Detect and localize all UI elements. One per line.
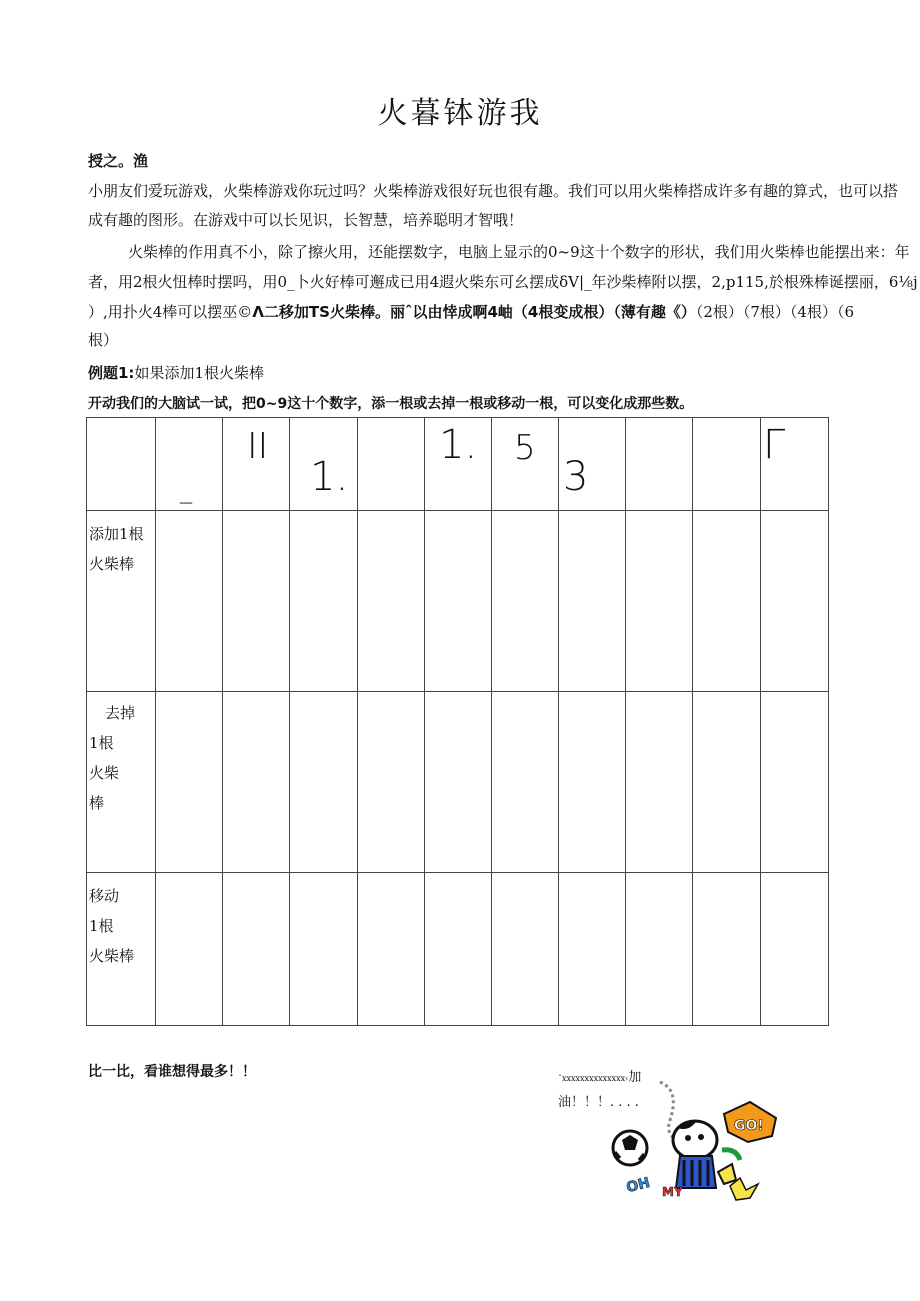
header-cell <box>559 418 626 511</box>
header-cell <box>492 418 559 511</box>
soccer-ball-icon <box>613 1131 647 1165</box>
answer-cell[interactable] <box>358 511 425 692</box>
row-label-line: 添加1根 <box>89 525 144 543</box>
table-row-move <box>87 873 829 1026</box>
row-label-line: 火柴 <box>89 764 120 782</box>
dashed-trail <box>660 1082 674 1138</box>
answer-cell[interactable] <box>425 511 492 692</box>
row-label <box>87 873 155 971</box>
header-cell <box>693 418 761 511</box>
table-header-row <box>87 418 829 511</box>
my-text: MY <box>662 1185 683 1199</box>
answer-cell[interactable] <box>761 873 829 1026</box>
intro-line-5-end: （2根）（7根）（4根）（6 <box>695 303 855 321</box>
table-row-add <box>87 511 829 692</box>
page-title: 火暮钵游我 <box>377 96 543 131</box>
row-label-line: 火柴棒 <box>89 555 135 573</box>
table-row-remove <box>87 692 829 873</box>
answer-cell[interactable] <box>559 511 626 692</box>
digit-glyph: 5 <box>514 428 536 468</box>
header-cell <box>761 418 829 511</box>
example-text: 如果添加1根火柴棒 <box>134 364 264 382</box>
digit-glyph: Γ <box>763 422 786 468</box>
answer-cell[interactable] <box>559 873 626 1026</box>
intro-line-2: 成有趣的图形。在游戏中可以长见识，长智慧，培养聪明才智哦！ <box>88 211 524 229</box>
intro-line-5-bold: Λ二移加TS火柴棒。丽ˆ以由悻成啊4岫（4根变成根）（薄有趣《） <box>252 303 696 321</box>
answer-cell[interactable] <box>358 692 425 873</box>
answer-cell[interactable] <box>223 511 290 692</box>
example-task: 开动我们的大脑试一试，把0~9这十个数字，添一根或去掉一根或移动一根，可以变化成那些数。 <box>88 396 694 412</box>
answer-cell[interactable] <box>626 511 693 692</box>
answer-cell[interactable] <box>693 692 761 873</box>
answer-cell[interactable] <box>492 692 559 873</box>
row-label-line: 棒 <box>89 794 105 812</box>
answer-cell[interactable] <box>626 873 693 1026</box>
answer-cell[interactable] <box>290 692 358 873</box>
closing-text: 比一比，看谁想得最多！！ <box>88 1064 256 1080</box>
digit-glyph: 1. <box>310 454 349 500</box>
row-label-line: 去掉 <box>105 704 136 722</box>
intro-heading: 授之。渔 <box>88 152 149 170</box>
answer-cell[interactable] <box>761 511 829 692</box>
answer-cell[interactable] <box>358 873 425 1026</box>
answer-cell[interactable] <box>425 873 492 1026</box>
answer-cell[interactable] <box>290 873 358 1026</box>
matchstick-table <box>86 417 829 1026</box>
row-label-cell <box>87 692 156 873</box>
digit-glyph: 1. <box>439 422 478 468</box>
row-label-line: 火柴棒 <box>89 947 135 965</box>
row-label-line: 移动 <box>89 887 120 905</box>
answer-cell[interactable] <box>693 873 761 1026</box>
row-label-cell <box>87 873 156 1026</box>
header-cell <box>626 418 693 511</box>
intro-line-6: 根） <box>88 331 119 349</box>
digit-glyph: 3 <box>563 454 589 500</box>
row-label <box>87 692 155 818</box>
cartoon-illustration <box>600 1080 790 1210</box>
header-cell <box>290 418 358 511</box>
answer-cell[interactable] <box>156 511 223 692</box>
row-label-line: 1根 <box>89 734 114 752</box>
go-text: GO! <box>734 1118 764 1134</box>
row-label-line: 1根 <box>89 917 114 935</box>
digit-glyph: _ <box>180 476 192 504</box>
answer-cell[interactable] <box>626 692 693 873</box>
answer-cell[interactable] <box>492 873 559 1026</box>
cheer-prefix: ˆxxxxxxxxxxxxxx‹ <box>558 1074 629 1083</box>
example-label: 例题1: <box>88 364 135 382</box>
header-cell <box>223 418 290 511</box>
answer-cell[interactable] <box>223 692 290 873</box>
cheer-line-2: 油！！！. . . . <box>558 1095 639 1110</box>
intro-line-4: 者，用2根火忸棒时摆吗，用0_卜火好棒可邂成已用4遐火柴东可幺摆成δV|_年沙柴棒附以摆，2,p115,於根殊棒诞摆丽，6⅛j <box>88 273 918 291</box>
intro-line-3: 火柴棒的作用真不小，除了擦火用，还能摆数字，电脑上显示的0~9这十个数字的形状，我们用火柴棒也能摆出来：年 <box>128 243 910 261</box>
cheer-word: 加 <box>628 1070 642 1085</box>
header-cell <box>425 418 492 511</box>
digit-glyph: II <box>247 426 269 467</box>
intro-line-5-start: ）,用扑火4棒可以摆巫© <box>88 303 253 321</box>
oh-text: OH <box>624 1174 652 1197</box>
go-speech-bubble-icon <box>724 1102 776 1142</box>
answer-cell[interactable] <box>156 692 223 873</box>
intro-line-1: 小朋友们爱玩游戏，火柴棒游戏你玩过吗？火柴棒游戏很好玩也很有趣。我们可以用火柴棒搭成许多有趣的算式，也可以搭 <box>88 182 899 200</box>
answer-cell[interactable] <box>425 692 492 873</box>
intro-line-5 <box>88 297 912 327</box>
answer-cell[interactable] <box>693 511 761 692</box>
answer-cell[interactable] <box>492 511 559 692</box>
header-corner-cell <box>87 418 156 511</box>
header-cell <box>358 418 425 511</box>
row-label-cell <box>87 511 156 692</box>
answer-cell[interactable] <box>559 692 626 873</box>
answer-cell[interactable] <box>761 692 829 873</box>
example-line <box>88 358 912 388</box>
row-label <box>87 511 155 579</box>
answer-cell[interactable] <box>156 873 223 1026</box>
answer-cell[interactable] <box>223 873 290 1026</box>
header-cell <box>156 418 223 511</box>
answer-cell[interactable] <box>290 511 358 692</box>
